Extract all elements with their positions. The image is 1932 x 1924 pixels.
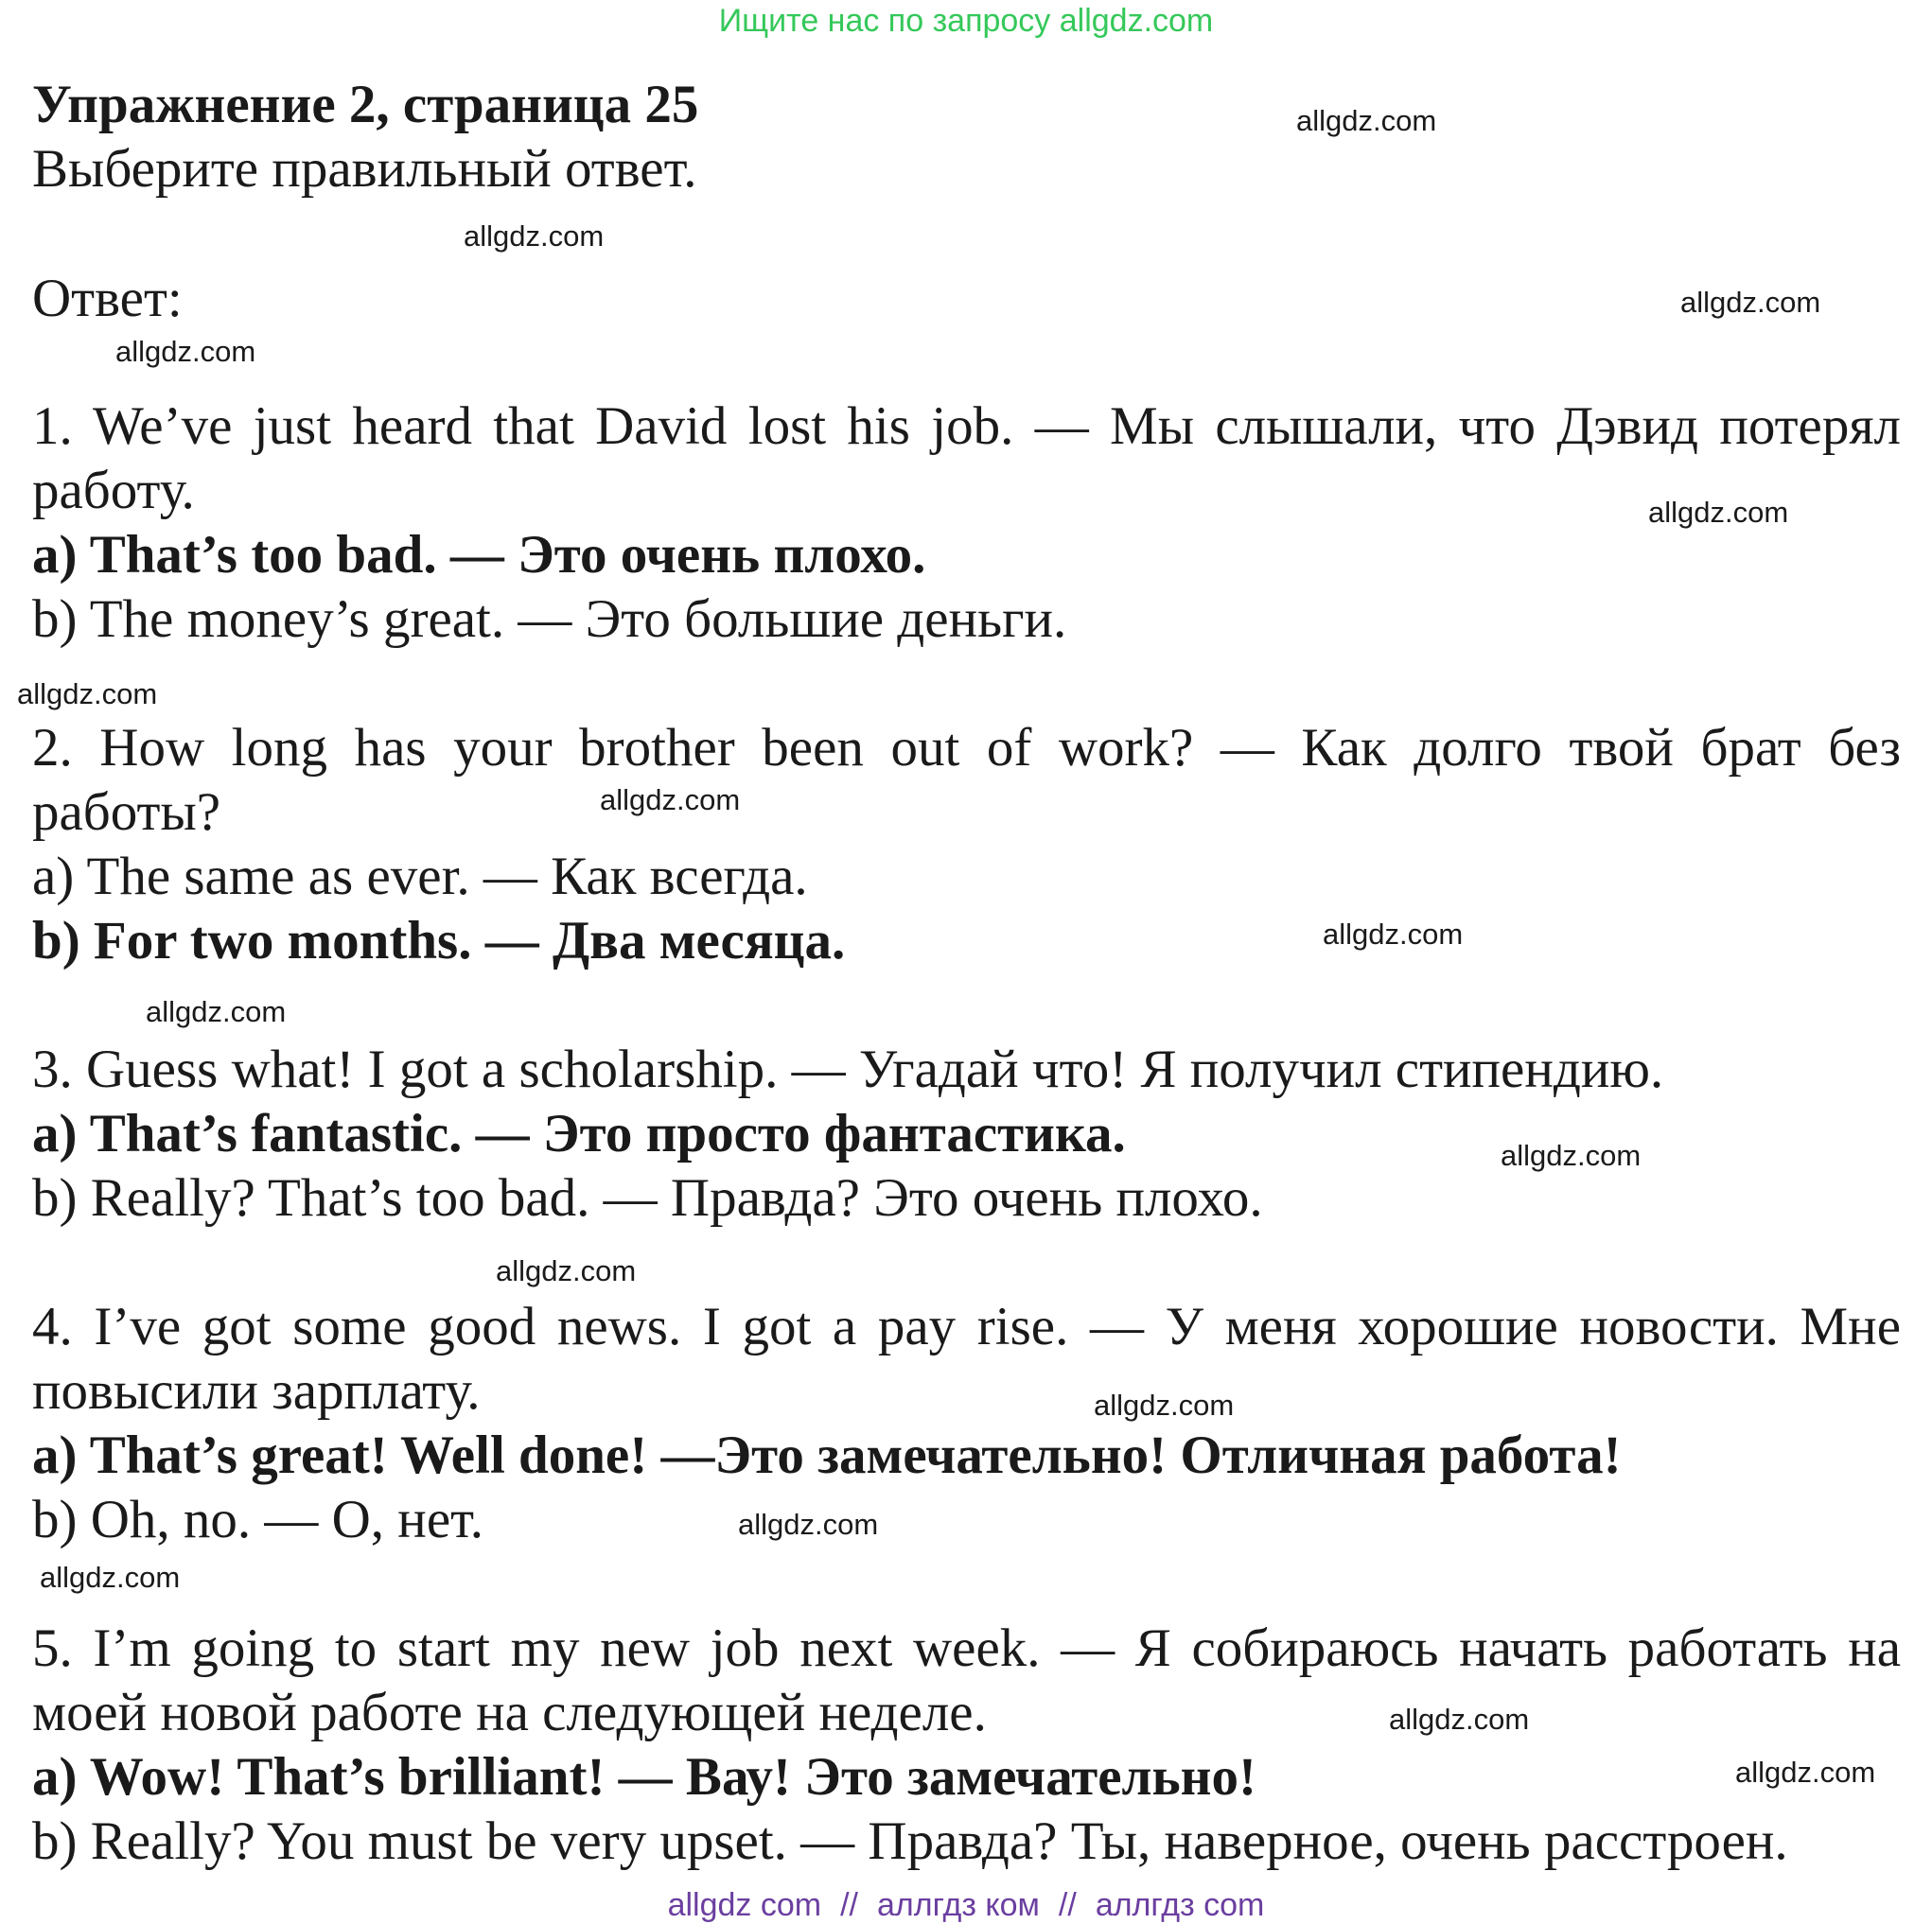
correct-option: a) That’s too bad. — Это очень плохо. — [32, 525, 926, 585]
watermark: allgdz.com — [1323, 918, 1464, 951]
bottom-banner-separator: // — [840, 1887, 859, 1923]
question-line: 4. I’ve got some good news. I got a pay rise. — У меня хорошие новости. Мне — [32, 1297, 1901, 1356]
option: b) Really? You must be very upset. — Правда? Ты, наверное, очень расстроен. — [32, 1811, 1788, 1871]
watermark: allgdz.com — [115, 335, 256, 368]
watermark: allgdz.com — [464, 219, 605, 253]
option: b) Oh, no. — О, нет. — [32, 1490, 483, 1549]
bottom-banner-part: allgdz com — [667, 1887, 822, 1923]
option: b) Really? That’s too bad. — Правда? Это очень плохо. — [32, 1168, 1263, 1228]
watermark: allgdz.com — [738, 1508, 879, 1541]
watermark: allgdz.com — [600, 783, 741, 816]
watermark: allgdz.com — [1501, 1139, 1642, 1172]
watermark: allgdz.com — [1094, 1389, 1235, 1422]
question-line: 5. I’m going to start my new job next week. — Я собираюсь начать работать на — [32, 1618, 1901, 1678]
answer-label: Ответ: — [32, 269, 183, 328]
watermark: allgdz.com — [1735, 1756, 1876, 1789]
question-line: моей новой работе на следующей неделе. — [32, 1683, 987, 1742]
correct-option: a) Wow! That’s brilliant! — Вау! Это замечательно! — [32, 1747, 1256, 1807]
bottom-banner-part: аллгдз ком — [877, 1887, 1040, 1923]
option: b) The money’s great. — Это большие деньги. — [32, 589, 1067, 649]
watermark: allgdz.com — [17, 677, 158, 710]
watermark: allgdz.com — [1296, 104, 1437, 137]
option: a) The same as ever. — Как всегда. — [32, 847, 808, 906]
correct-option: a) That’s fantastic. — Это просто фантастика. — [32, 1104, 1126, 1163]
top-banner: Ищите нас по запросу allgdz.com — [718, 3, 1214, 39]
correct-option: a) That’s great! Well done! —Это замечательно! Отличная работа! — [32, 1426, 1622, 1485]
question-line: 2. How long has your brother been out of work? — Как долго твой брат без — [32, 718, 1901, 778]
watermark: allgdz.com — [40, 1561, 181, 1594]
question-line: 3. Guess what! I got a scholarship. — Угадай что! Я получил стипендию. — [32, 1040, 1664, 1099]
question-line: 1. We’ve just heard that David lost his job. — Мы слышали, что Дэвид потерял — [32, 396, 1901, 456]
watermark: allgdz.com — [496, 1254, 637, 1287]
watermark: allgdz.com — [146, 995, 287, 1028]
exercise-heading: Упражнение 2, страница 25 — [32, 75, 699, 134]
question-line: повысили зарплату. — [32, 1361, 481, 1421]
instruction: Выберите правильный ответ. — [32, 139, 697, 199]
question-line: работу. — [32, 461, 195, 520]
bottom-banner — [0, 1886, 1932, 1924]
bottom-banner-part: аллгдз com — [1095, 1887, 1265, 1923]
watermark: allgdz.com — [1648, 496, 1789, 529]
watermark: allgdz.com — [1680, 286, 1821, 319]
question-line: работы? — [32, 782, 221, 842]
bottom-banner-separator: // — [1058, 1887, 1077, 1923]
correct-option: b) For two months. — Два месяца. — [32, 911, 846, 971]
watermark: allgdz.com — [1389, 1703, 1530, 1736]
